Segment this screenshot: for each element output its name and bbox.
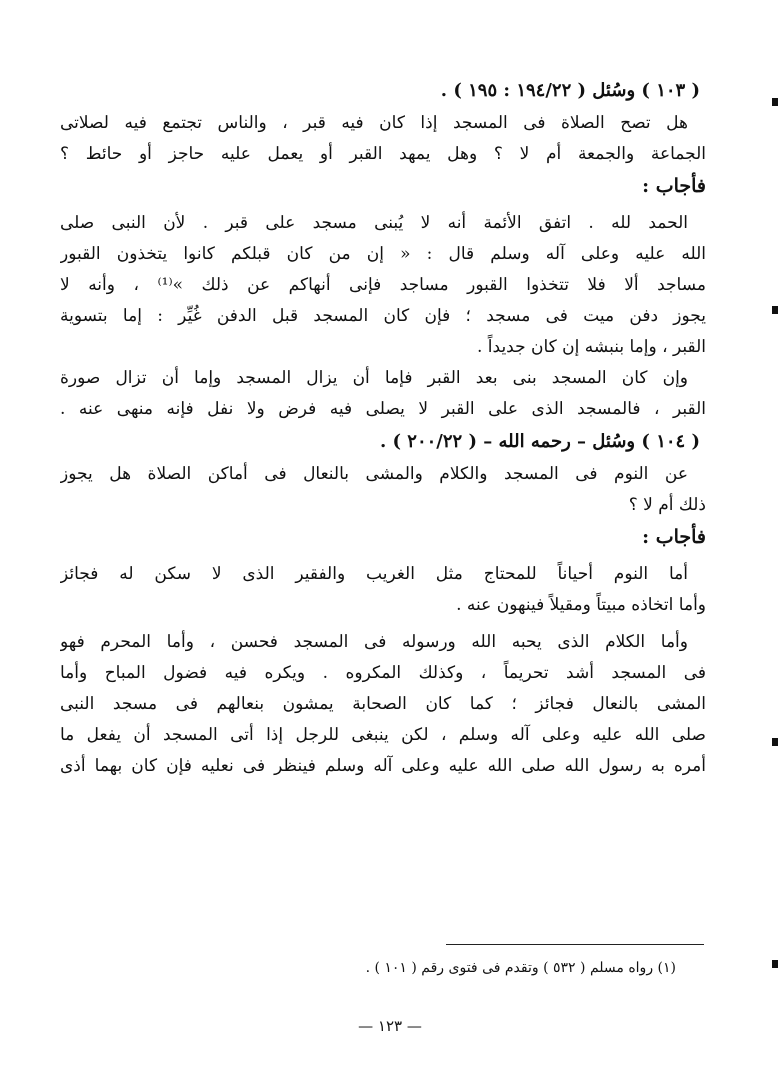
fatwa-104-answer-line: صلى الله عليه وعلى آله وسلم ، لكن ينبغى للرجل إذا أتى المسجد أن يفعل ما bbox=[60, 725, 706, 745]
fatwa-104-answer-line: المشى بالنعال فجائز ؛ كما كان الصحابة يمشون بنعالهم فى مسجد النبى bbox=[60, 694, 706, 714]
fatwa-103-answer-label: فأجاب : bbox=[642, 175, 706, 197]
fatwa-104-answer-label: فأجاب : bbox=[642, 526, 706, 548]
fatwa-103-question-line: هل تصح الصلاة فى المسجد إذا كان فيه قبر ، والناس تجتمع فيه لصلاتى bbox=[60, 113, 688, 133]
fatwa-103-answer-line: القبر ، وإما بنبشه إن كان جديداً . bbox=[477, 337, 706, 357]
fatwa-103-answer-line: الحمد لله . اتفق الأئمة أنه لا يُبنى مسجد على قبر . لأن النبى صلى bbox=[60, 213, 688, 233]
fatwa-104-answer-line: وأما اتخاذه مبيتاً ومقيلاً فينهون عنه . bbox=[456, 595, 706, 615]
fatwa-103-heading: ( ١٠٣ ) وسُئل ( ١٩٤/٢٢ : ١٩٥ ) . bbox=[440, 80, 700, 101]
page-number: — ١٢٣ — bbox=[358, 1017, 422, 1035]
page-body bbox=[60, 74, 706, 782]
fatwa-103-answer-line: يجوز دفن ميت فى مسجد ؛ فإن كان المسجد قبل الدفن غُيِّر : إما بتسوية bbox=[60, 306, 706, 326]
scan-edge-mark bbox=[772, 960, 778, 968]
fatwa-103-answer-line: القبر ، فالمسجد الذى على القبر لا يصلى فيه فرض ولا نفل فإنه منهى عنه . bbox=[60, 399, 706, 419]
scan-edge-mark bbox=[772, 738, 778, 746]
footnote: (١) رواه مسلم ( ٥٣٢ ) وتقدم فى فتوى رقم ( ١٠١ ) . bbox=[365, 960, 676, 976]
scan-edge-mark bbox=[772, 98, 778, 106]
fatwa-103-answer-line: وإن كان المسجد بنى بعد القبر فإما أن يزال المسجد وإما أن تزال صورة bbox=[60, 368, 688, 388]
fatwa-103-question-line: الجماعة والجمعة أم لا ؟ وهل يمهد القبر أو يعمل عليه حاجز أو حائط ؟ bbox=[60, 144, 706, 164]
fatwa-104-answer-line: فى المسجد أشد تحريماً ، وكذلك المكروه . ويكره فيه فضول المباح وأما bbox=[60, 663, 706, 683]
fatwa-104-answer-line: أمره به رسول الله صلى الله عليه وعلى آله وسلم فينظر فى نعليه فإن كان بهما أذى bbox=[60, 756, 706, 776]
fatwa-104-question-line: ذلك أم لا ؟ bbox=[628, 495, 706, 515]
fatwa-104-question-line: عن النوم فى المسجد والكلام والمشى بالنعال فى أماكن الصلاة هل يجوز bbox=[60, 464, 688, 484]
fatwa-103-answer-line: مساجد ألا فلا تتخذوا القبور مساجد فإنى أنهاكم عن ذلك »⁽¹⁾ ، وأنه لا bbox=[60, 275, 706, 295]
scan-edge-mark bbox=[772, 306, 778, 314]
fatwa-103-answer-line: الله عليه وعلى آله وسلم قال : « إن من كان قبلكم كانوا يتخذون القبور bbox=[60, 244, 706, 264]
fatwa-104-answer-line: وأما الكلام الذى يحبه الله ورسوله فى المسجد فحسن ، وأما المحرم فهو bbox=[60, 632, 688, 652]
fatwa-104-heading: ( ١٠٤ ) وسُئل – رحمه الله – ( ٢٠٠/٢٢ ) . bbox=[379, 431, 700, 452]
footnote-divider bbox=[446, 944, 704, 945]
fatwa-104-answer-line: أما النوم أحياناً للمحتاج مثل الغريب والفقير الذى لا سكن له فجائز bbox=[60, 564, 688, 584]
